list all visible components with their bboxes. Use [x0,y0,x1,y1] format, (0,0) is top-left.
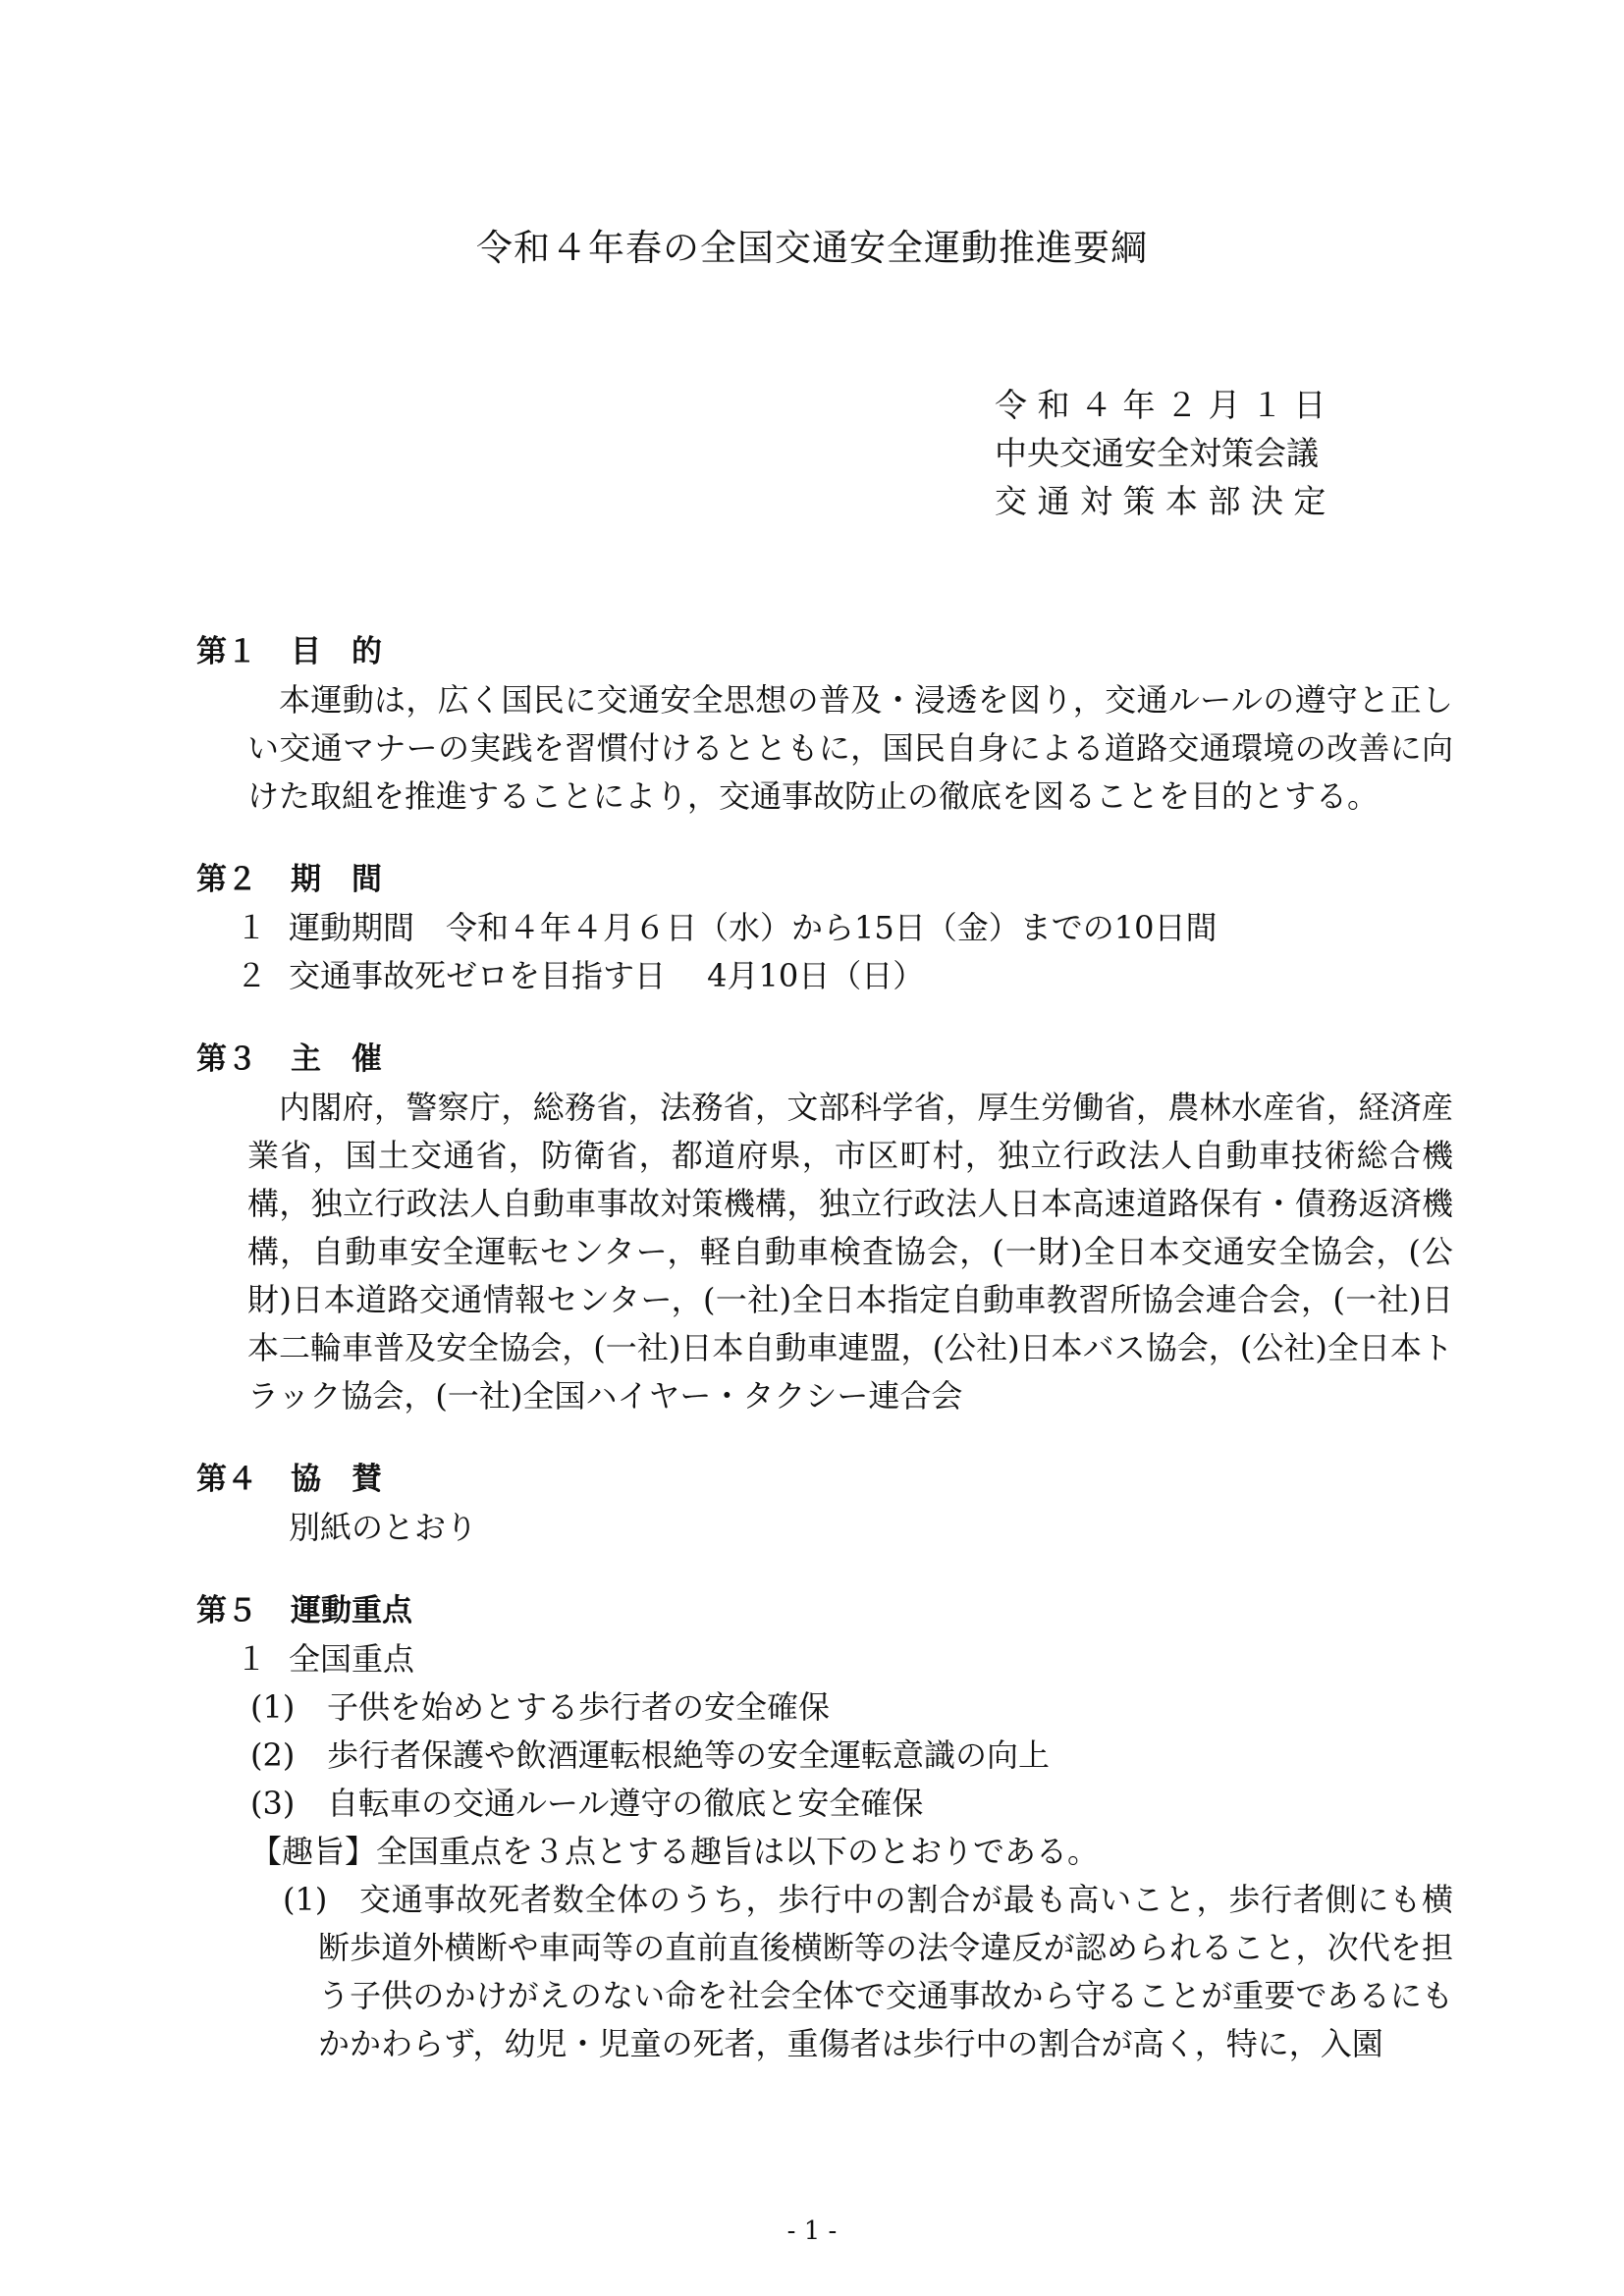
section-number: 第３ [196,1041,257,1077]
issuing-headquarters: 交 通 対 策 本 部 決 定 [995,482,1326,520]
priority-subitem [250,1683,1453,1732]
item-number: ２ [236,957,268,994]
item-text: 交通事故死ゼロを目指す日 4月10日（日） [289,957,925,994]
priority-item [236,1635,1453,1683]
item-number: １ [236,1640,268,1678]
period-item [236,952,1453,1000]
priority-subitem [250,1732,1453,1780]
section-organizers-text: 内閣府，警察庁，総務省，法務省，文部科学省，厚生労働省，農林水産省，経済産業省，国土交通省，防衛省，都道府県，市区町村，独立行政法人自動車技術総合機構，独立行政法人自動車事故対策機構，独立行政法人日本高速道路保有・債務返済機構，自動車安全運転センター，軽自動車検査協会，(一財)全日本交通安全協会，(公財)日本道路交通情報センター，(一社)全日本指定自動車教習所協会連合会，(一社)日本二輪車普及安全協会，(一社)日本自動車連盟，(公社)日本バス協会，(公社)全日本トラック協会，(一社)全国ハイヤー・タクシー連合会 [247,1089,1453,1415]
subitem-number: (2) [250,1736,296,1774]
section-number: 第２ [196,862,257,897]
subitem-text: 自転車の交通ルール遵守の徹底と安全確保 [327,1785,924,1822]
section-heading-priorities [196,1587,1453,1635]
purpose-note: 【趣旨】全国重点を３点とする趣旨は以下のとおりである。 [250,1833,1100,1870]
section-heading-purpose [196,628,1453,676]
subitem-number: (3) [250,1785,296,1822]
item-text: 全国重点 [289,1640,415,1678]
decision-date: 令 和 ４ 年 ２ 月 １ 日 [995,386,1326,424]
section-sponsors-text: 別紙のとおり [289,1509,478,1546]
document-body [196,628,1453,2068]
section-number: 第４ [196,1462,257,1497]
date-block [995,381,1326,525]
section-heading-sponsors [196,1456,1453,1504]
detail-text: 交通事故死者数全体のうち，歩行中の割合が最も高いこと，歩行者側にも横断歩道外横断や車両等の直前直後横断等の法令違反が認められること，次代を担う子供のかけがえのない命を社会全体で交通事故から守ることが重要であるにもかかわらず，幼児・児童の死者，重傷者は歩行中の割合が高く，特に，入園 [318,1881,1453,2062]
document-title: 令和４年春の全国交通安全運動推進要綱 [476,227,1148,269]
section-purpose-text: 本運動は，広く国民に交通安全思想の普及・浸透を図り，交通ルールの遵守と正しい交通マナーの実践を習慣付けるとともに，国民自身による道路交通環境の改善に向けた取組を推進することにより，交通事故防止の徹底を図ることを目的とする。 [247,681,1453,815]
priority-subitem [250,1780,1453,1828]
subitem-number: (1) [250,1688,296,1726]
section-number: 第１ [196,634,257,669]
section-number: 第５ [196,1593,257,1629]
purpose-detail [283,1876,1453,2068]
section-title: 期 間 [291,862,382,897]
subitem-text: 歩行者保護や飲酒運転根絶等の安全運転意識の向上 [327,1736,1051,1774]
subitem-text: 子供を始めとする歩行者の安全確保 [327,1688,831,1726]
item-text: 運動期間 令和４年４月６日（水）から15日（金）までの10日間 [289,909,1218,946]
issuing-council: 中央交通安全対策会議 [995,434,1319,472]
detail-number: (1) [283,1881,328,1918]
page-number: - 1 - [786,2216,838,2246]
section-title: 運動重点 [291,1593,412,1629]
section-heading-organizers [196,1036,1453,1084]
item-number: １ [236,909,268,946]
period-item [236,904,1453,952]
section-title: 協 賛 [291,1462,382,1497]
section-title: 目 的 [291,634,382,669]
section-heading-period [196,856,1453,904]
section-title: 主 催 [291,1041,382,1077]
